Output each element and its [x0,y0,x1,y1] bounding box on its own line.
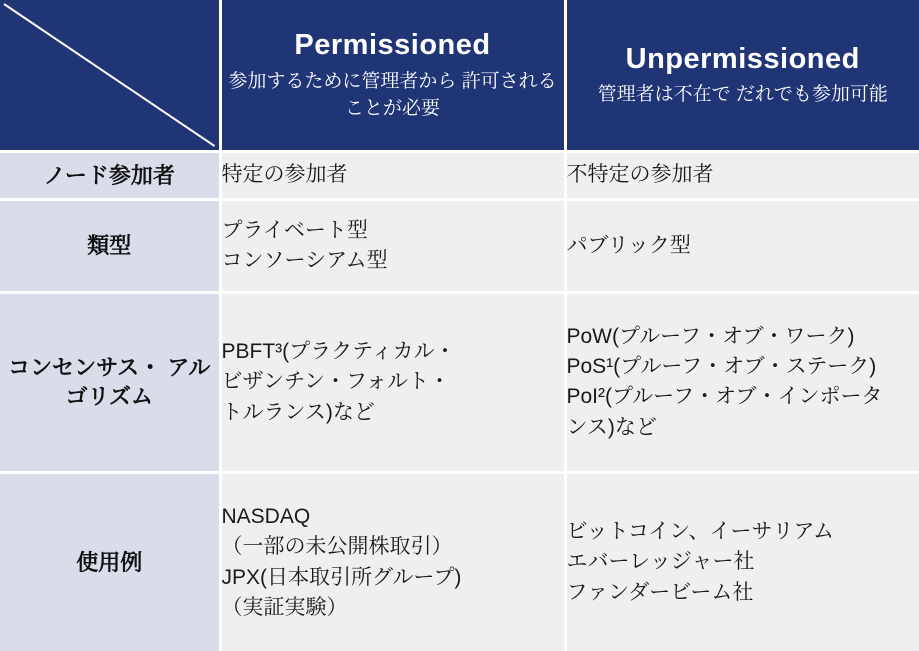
header-corner-diagonal [0,0,220,152]
cell-use-cases-permissioned: NASDAQ （一部の未公開株取引） JPX(日本取引所グループ) （実証実験） [220,473,565,651]
header-unpermissioned-subtitle: 管理者は不在で だれでも参加可能 [597,84,888,106]
row-label-type: 類型 [0,200,220,292]
header-permissioned [220,0,565,152]
header-permissioned-subtitle: 参加するために管理者から 許可されることが必要 [228,70,557,120]
cell-type-permissioned: プライベート型 コンソーシアム型 [220,200,565,292]
cell-node-participants-unpermissioned: 不特定の参加者 [565,152,919,200]
cell-consensus-permissioned: PBFT³(プラクティカル・ ビザンチン・フォルト・ トルランス)など [220,292,565,472]
header-unpermissioned [565,0,919,152]
row-label-node-participants: ノード参加者 [0,152,220,200]
table-header-row [0,0,919,152]
row-label-use-cases: 使用例 [0,473,220,651]
cell-type-unpermissioned: パブリック型 [565,200,919,292]
table-row [0,200,919,292]
header-unpermissioned-title: Unpermissioned [625,43,860,76]
table-row [0,473,919,651]
cell-use-cases-unpermissioned: ビットコイン、イーサリアム エバーレッジャー社 ファンダービーム社 [565,473,919,651]
table-row [0,152,919,200]
table-row [0,292,919,472]
cell-node-participants-permissioned: 特定の参加者 [220,152,565,200]
row-label-consensus-algorithm: コンセンサス・ アルゴリズム [0,292,220,472]
header-permissioned-title: Permissioned [294,29,491,62]
cell-consensus-unpermissioned: PoW(プルーフ・オブ・ワーク) PoS¹(プルーフ・オブ・ステーク) PoI²(プルーフ・オブ・インポータ ンス)など [565,292,919,472]
